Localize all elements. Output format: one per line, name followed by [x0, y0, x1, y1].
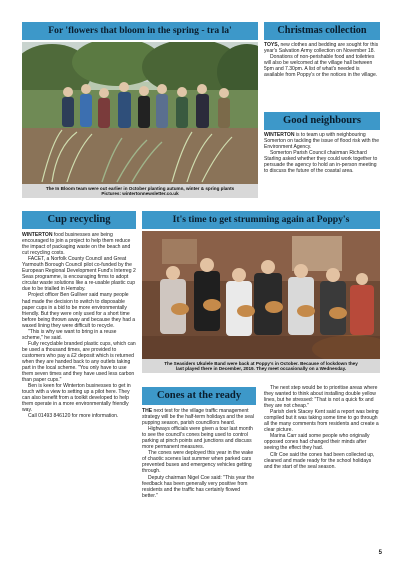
- cup-lead: WINTERTON: [22, 232, 53, 238]
- christmas-lead: TOYS,: [264, 42, 280, 48]
- cones-paragraph-5: The next step would be to prioritise areas where they wanted to think about installing double yellow lines, but he stressed: "That is not a quick fix and they are not cheap.": [264, 385, 378, 410]
- neighbours-paragraph-1: is to team up with neighbouring Somerton on tackling the issue of flood risk with the Environment Agency.: [264, 132, 380, 151]
- strumming-heading: It's time to get strumming again at Poppy's: [142, 211, 380, 229]
- cones-paragraph-4: Deputy chairman Nigel Coe said: "This year the feedback has been generally very positive from residents and the traffic has certainly flowed better.": [142, 474, 255, 499]
- neighbours-heading: Good neighbours: [264, 112, 380, 130]
- christmas-heading: Christmas collection: [264, 22, 380, 40]
- cones-article-column-2: [264, 385, 380, 550]
- in-bloom-photo-illustration: [22, 42, 258, 184]
- cones-paragraph-1: next test for the village traffic management strategy will be the half-term holidays and the seal pupping season, parish councillors heard.: [142, 408, 254, 427]
- cup-article: [22, 232, 136, 552]
- cones-lead: THE: [142, 408, 153, 414]
- ukulele-caption-line2: last played there in December, 2019. They meet occasionally on a Wednesday.: [175, 366, 347, 372]
- neighbours-lead: WINTERTON: [264, 132, 295, 138]
- neighbours-article: [264, 132, 380, 208]
- ukulele-photo-illustration: [142, 231, 380, 359]
- cup-paragraph-3: Project officer Ben Gulliver said many people had made the decision to switch to disposable paper cups in a bid to be more environmentally friendly. But they were only used for a short time before being thrown away and because they had a waxed lining they were difficult to recycle.: [22, 292, 136, 329]
- in-bloom-caption-line1: The In Bloom team were out earlier in October planting autumn, winter & spring plants: [45, 185, 235, 191]
- cup-paragraph-1: food businesses are being encouraged to join a project to help them reduce the impact of packaging waste on the beach and cut recycling costs.: [22, 232, 131, 257]
- cones-paragraph-8: Cllr Coe said the cones had been collected up, cleaned and made ready for the school holidays and the start of the seal season.: [264, 451, 375, 470]
- cones-paragraph-6: Parish clerk Stacey Kent said a report was being compiled but it was taking some time to go through all the many comments from residents and create a clear picture.: [264, 409, 379, 434]
- christmas-article: [264, 42, 380, 110]
- cones-paragraph-7: Marina Carr said some people who originally opposed cones had changed their minds after seeing the effect they had.: [264, 433, 370, 452]
- in-bloom-caption-line2: Pictures: wintertonnewsletter.co.uk: [101, 191, 179, 197]
- cup-heading: Cup recycling: [22, 211, 136, 229]
- cup-paragraph-7: Call 01493 846120 for more information.: [28, 413, 119, 420]
- neighbours-paragraph-2: Somerton Parish Council chairman Richard Starling asked whether they could work together to persuade the agency to hold an in-person meeting to discuss the future of the coastal area.: [264, 150, 378, 175]
- ukulele-caption-line1: The Seasiders Ukulele Band were back at Poppy's in October. Because of lockdown they: [164, 360, 358, 366]
- cones-article-column-1: [142, 408, 256, 558]
- cup-paragraph-4: "This is why we want to bring in a reuse scheme," he said.: [22, 328, 117, 341]
- cup-paragraph-6: Ben is keen for Winterton businesses to get in touch with a view to setting up a pilot here. They can also benefit from a toolkit developed to help them operate in a more environmentally friendly way.: [22, 383, 131, 414]
- cup-paragraph-5: Fully recyclable branded plastic cups, which can be used a thousand times, are provided to customers who pay a £2 deposit which is returned when they are handed back to any outlets taking part in the local scheme. "You only have to use them seven times and they have used less carbon than paper cups.": [22, 340, 136, 384]
- page-number: 5: [378, 550, 382, 556]
- flowers-heading: For 'flowers that bloom in the spring - tra la': [22, 22, 258, 40]
- cones-heading: Cones at the ready: [142, 387, 256, 405]
- christmas-paragraph-2: Donations of non-perishable food and toiletries will also be welcomed at the village hall between 5pm and 7.30pm. A list of what's needed is available from Poppy's or the notices in the village.: [264, 54, 378, 79]
- ukulele-band-photo: [142, 231, 380, 359]
- christmas-paragraph-1: new clothes and bedding are sought for this year's Salvation Army collection on November 18.: [264, 42, 379, 55]
- cones-paragraph-2: Highways officials were given a tour last month to see the council's cones being used to control parking at pinch points and junctions and discuss more permanent measures.: [142, 426, 253, 451]
- cup-paragraph-2: FACET, a Norfolk County Council and Great Yarmouth Borough Council pilot co-funded by the European Regional Development Fund's Interreg 2 Seas programme, is encouraging firms to adopt circular waste solutions like a re-usable plastic cup due to be trialled in Hemsby.: [22, 256, 136, 293]
- in-bloom-team-photo: [22, 42, 258, 184]
- ukulele-caption: [142, 359, 380, 373]
- in-bloom-caption: [22, 184, 258, 198]
- cones-paragraph-3: The cones were deployed this year in the wake of chaotic scenes last summer when parked cars prevented buses and emergency vehicles getting through.: [142, 450, 254, 475]
